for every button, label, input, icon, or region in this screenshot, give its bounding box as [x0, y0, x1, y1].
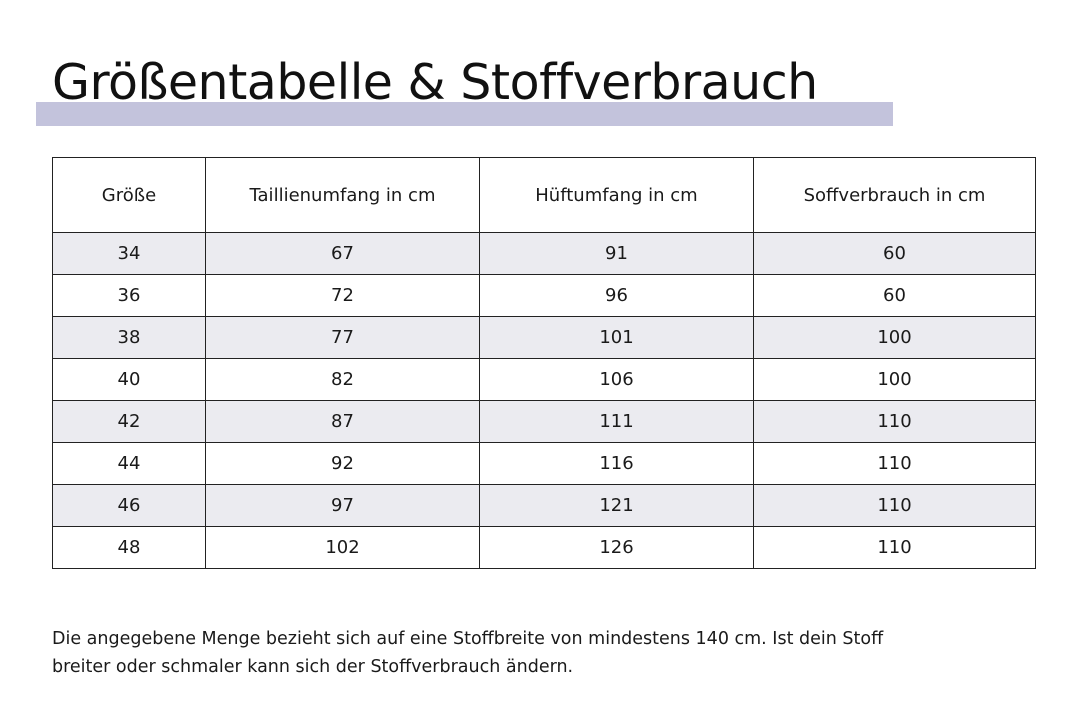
table-row: [53, 443, 1036, 485]
cell-size: 40: [53, 359, 206, 401]
cell-fabric-usage: 110: [754, 401, 1036, 443]
cell-size: 42: [53, 401, 206, 443]
cell-waist: 67: [206, 233, 480, 275]
table-row: [53, 527, 1036, 569]
header-hip: Hüftumfang in cm: [480, 158, 754, 233]
cell-fabric-usage: 100: [754, 317, 1036, 359]
header-waist: Taillienumfang in cm: [206, 158, 480, 233]
cell-waist: 97: [206, 485, 480, 527]
cell-fabric-usage: 60: [754, 233, 1036, 275]
cell-waist: 92: [206, 443, 480, 485]
cell-waist: 87: [206, 401, 480, 443]
table-row: [53, 233, 1036, 275]
cell-hip: 101: [480, 317, 754, 359]
size-chart-table: [52, 157, 1036, 569]
cell-waist: 77: [206, 317, 480, 359]
cell-size: 38: [53, 317, 206, 359]
table-header-row: [53, 158, 1036, 233]
fabric-note-line-2: breiter oder schmaler kann sich der Stoffverbrauch ändern.: [52, 657, 574, 677]
title-area: [36, 52, 893, 132]
cell-waist: 82: [206, 359, 480, 401]
cell-hip: 116: [480, 443, 754, 485]
page-title: Größentabelle & Stoffverbrauch: [52, 54, 818, 111]
cell-hip: 96: [480, 275, 754, 317]
cell-hip: 91: [480, 233, 754, 275]
cell-waist: 102: [206, 527, 480, 569]
cell-hip: 121: [480, 485, 754, 527]
header-size: Größe: [53, 158, 206, 233]
cell-size: 46: [53, 485, 206, 527]
cell-size: 36: [53, 275, 206, 317]
cell-fabric-usage: 60: [754, 275, 1036, 317]
header-fabric-usage: Soffverbrauch in cm: [754, 158, 1036, 233]
table-row: [53, 485, 1036, 527]
table-row: [53, 359, 1036, 401]
fabric-note-line-1: Die angegebene Menge bezieht sich auf eine Stoffbreite von mindestens 140 cm. Ist dein Stoff: [52, 629, 884, 649]
cell-size: 44: [53, 443, 206, 485]
fabric-note: [52, 625, 1042, 681]
cell-fabric-usage: 110: [754, 485, 1036, 527]
cell-fabric-usage: 110: [754, 443, 1036, 485]
table-row: [53, 317, 1036, 359]
cell-fabric-usage: 110: [754, 527, 1036, 569]
table-row: [53, 401, 1036, 443]
cell-hip: 106: [480, 359, 754, 401]
cell-hip: 126: [480, 527, 754, 569]
cell-fabric-usage: 100: [754, 359, 1036, 401]
cell-waist: 72: [206, 275, 480, 317]
table-row: [53, 275, 1036, 317]
cell-size: 48: [53, 527, 206, 569]
cell-size: 34: [53, 233, 206, 275]
cell-hip: 111: [480, 401, 754, 443]
